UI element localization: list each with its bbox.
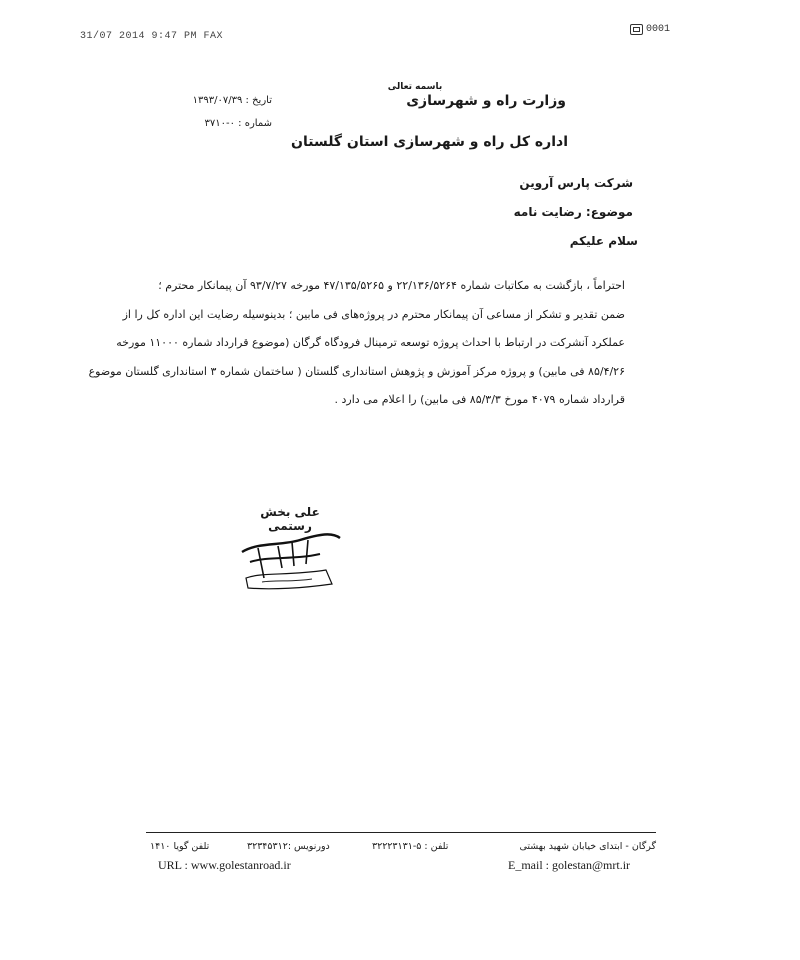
date-label: تاریخ : <box>245 95 272 106</box>
body-line: ۸۵/۴/۲۶ فی مابین) و پروژه مرکز آموزش و پژوهش استانداری گلستان ( ساختمان شماره ۳ استانداری گلستان موضوع <box>88 364 625 378</box>
office-title: اداره کل راه و شهرسازی استان گلستان <box>291 134 568 150</box>
letter-number-value: ۰-۳۷۱۰ <box>204 118 235 129</box>
footer-divider <box>146 832 656 833</box>
signature-stamp <box>228 518 346 598</box>
body-line: ضمن تقدیر و تشکر از مساعی آن پیمانکار محترم در پروژه‌های فی مابین ؛ بدینوسیله رضایت این اداره کل را از <box>122 307 625 321</box>
recipient: شرکت پارس آروین <box>519 176 633 190</box>
fax-page-icon <box>630 24 643 35</box>
date-value: ۱۳۹۳/۰۷/۳۹ <box>192 95 243 106</box>
letter-number-line <box>180 118 272 129</box>
letter-body <box>88 272 625 415</box>
page-number-text: 0001 <box>646 24 671 35</box>
subject-line: موضوع: رضایت نامه <box>513 205 633 219</box>
letter-number-label: شماره : <box>238 118 272 129</box>
footer-phone: تلفن : ۵-۳۲۲۲۳۱۳۱ <box>372 841 449 852</box>
greeting: سلام علیکم <box>569 234 638 248</box>
body-line: عملکرد آنشرکت در ارتباط با احداث پروژه توسعه ترمینال فرودگاه گرگان (موضوع قرارداد شماره ۱۱۰۰۰ مورخه <box>116 336 625 349</box>
basmala: باسمه تعالی <box>387 82 443 92</box>
footer-hotline: تلفن گویا ۱۴۱۰ <box>150 841 210 852</box>
signer-name: علی بخش رستمی <box>260 505 320 533</box>
page-number <box>630 24 670 35</box>
ministry-title: وزارت راه و شهرسازی <box>406 93 566 109</box>
body-line: احتراماً ، بازگشت به مکاتبات شماره ۲۲/۱۳۶/۵۲۶۴ و ۴۷/۱۳۵/۵۲۶۵ مورخه ۹۳/۷/۲۷ آن پیمانکار محترم ؛ <box>158 279 625 292</box>
body-line: قرارداد شماره ۴۰۷۹ مورخ ۸۵/۳/۳ فی مابین) را اعلام می دارد . <box>334 393 625 406</box>
footer-website-link[interactable]: URL : www.golestanroad.ir <box>158 858 291 872</box>
footer-fax: دورنویس :۳۲۳۴۵۳۱۲ <box>247 841 330 852</box>
date-line <box>180 95 272 106</box>
footer-email-link[interactable]: E_mail : golestan@mrt.ir <box>508 858 631 872</box>
fax-header: 31/07 2014 9:47 PM FAX <box>80 31 224 42</box>
footer-address: گرگان - ابتدای خیابان شهید بهشتی <box>519 841 656 852</box>
